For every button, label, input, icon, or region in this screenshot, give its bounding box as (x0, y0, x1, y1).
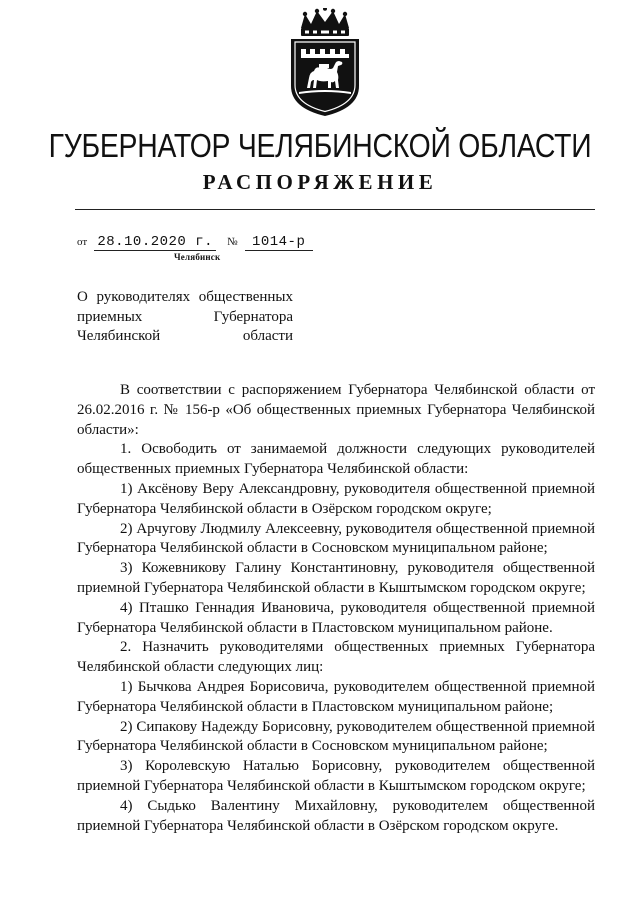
document-number: 1014-р (245, 234, 313, 251)
subject-line: Челябинской области (77, 328, 293, 344)
body-paragraph: 2. Назначить руководителями общественных приемных Губернатора Челябинской области следующих лиц: (77, 639, 595, 676)
dateline (77, 234, 313, 254)
body-paragraph: 3) Кожевникову Галину Константиновну, руководителя общественной приемной Губернатора Челябинской области в Кыштымском городском округе; (77, 560, 595, 596)
body-paragraph: 2) Арчугову Людмилу Алексеевну, руководителя общественной приемной Губернатора Челябинской области в Сосновском муниципальном районе; (77, 520, 595, 557)
body-paragraph: 4) Пташко Геннадия Ивановича, руководителя общественной приемной Губернатора Челябинской области в Пластовском муниципальном районе. (77, 599, 595, 636)
number-label: № (227, 236, 238, 248)
body-paragraph: 1) Аксёнову Веру Александровну, руководителя общественной приемной Губернатора Челябинской области в Озёрском городском округе; (77, 480, 595, 517)
body-paragraph: 3) Королевскую Наталью Борисовну, руководителем общественной приемной Губернатора Челябинской области в Кыштымском городском округе; (77, 758, 595, 794)
page-title: ГУБЕРНАТОР ЧЕЛЯБИНСКОЙ ОБЛАСТИ (48, 127, 592, 164)
document-date: 28.10.2020 г. (94, 234, 216, 251)
header-divider (75, 209, 595, 210)
document-body (77, 381, 595, 836)
document-city: Челябинск (174, 252, 221, 262)
body-paragraph: 1. Освободить от занимаемой должности следующих руководителей общественных приемных Губернатора Челябинской области: (77, 441, 595, 478)
document-subject (77, 288, 293, 347)
date-from-label: от (77, 236, 88, 248)
document-type: РАСПОРЯЖЕНИЕ (202, 170, 438, 194)
body-paragraph: 2) Сипакову Надежду Борисовну, руководителем общественной приемной Губернатора Челябинской области в Сосновском муниципальном районе; (77, 718, 595, 755)
body-paragraph: В соответствии с распоряжением Губернатора Челябинской области от 26.02.2016 г. № 156-р «Об общественных приемных Губернатора Челябинской области»: (77, 382, 595, 438)
body-paragraph: 4) Сыдько Валентину Михайловну, руководителем общественной приемной Губернатора Челябинской области в Озёрском городском округе. (77, 797, 595, 834)
subject-line: О руководителях общественных (77, 289, 293, 305)
chelyabinsk-coat-of-arms-icon (283, 8, 367, 118)
body-paragraph: 1) Бычкова Андрея Борисовича, руководителем общественной приемной Губернатора Челябинской области в Пластовском муниципальном районе; (77, 678, 595, 715)
subject-line: приемных Губернатора (77, 308, 293, 325)
